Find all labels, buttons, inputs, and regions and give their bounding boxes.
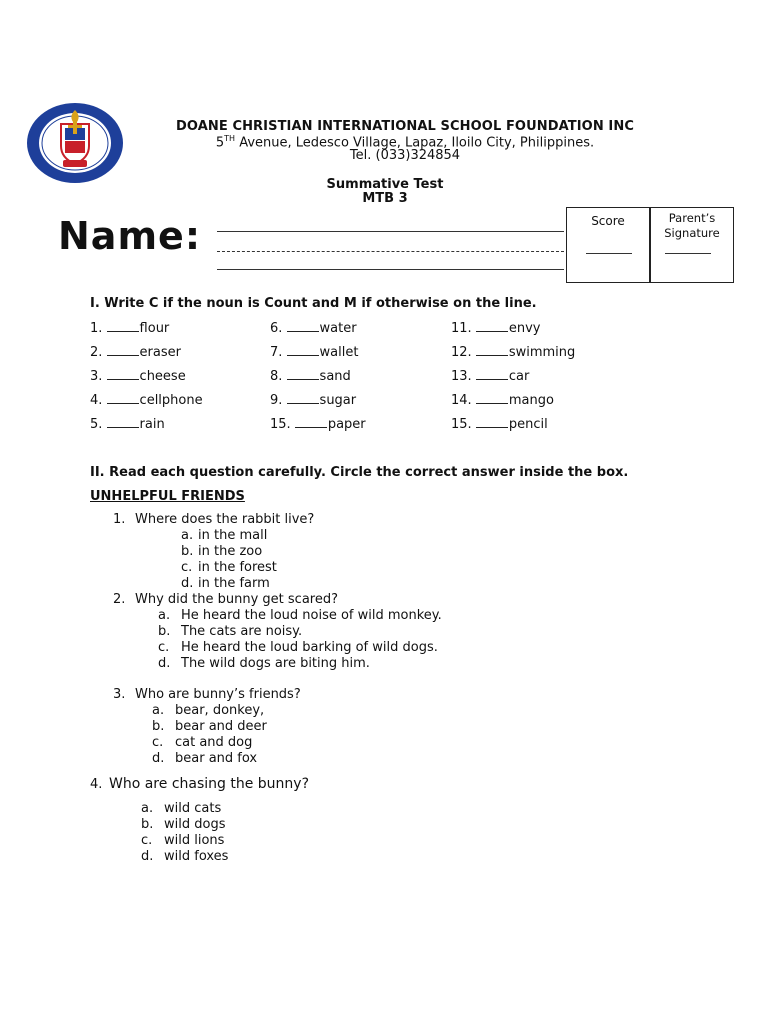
school-name: DOANE CHRISTIAN INTERNATIONAL SCHOOL FOUNDATION INC [176, 119, 634, 134]
answer-blank[interactable] [287, 392, 319, 404]
item-number: 14. [451, 393, 472, 408]
noun-item [270, 416, 366, 432]
test-title: Summative Test [326, 177, 444, 192]
option[interactable] [158, 624, 302, 639]
answer-blank[interactable] [287, 320, 319, 332]
option-text: bear, donkey, [175, 703, 265, 718]
option[interactable] [158, 608, 442, 623]
name-line-dashed[interactable] [217, 251, 564, 252]
question-4 [90, 776, 309, 792]
noun-word: pencil [508, 417, 548, 432]
answer-blank[interactable] [476, 416, 508, 428]
option-letter: c. [152, 735, 164, 750]
answer-blank[interactable] [476, 344, 508, 356]
noun-word: water [319, 321, 357, 336]
option-text: wild dogs [164, 817, 226, 832]
question-text: Who are chasing the bunny? [109, 776, 310, 792]
noun-item [270, 392, 356, 408]
name-label: Name: [58, 214, 202, 258]
noun-item [270, 368, 351, 384]
question-number: 4. [90, 777, 103, 792]
item-number: 12. [451, 345, 472, 360]
noun-item [270, 320, 357, 336]
answer-blank[interactable] [476, 392, 508, 404]
question-number: 1. [113, 512, 126, 527]
option-letter: d. [158, 656, 171, 671]
item-number: 15. [451, 417, 472, 432]
option-letter: b. [158, 624, 171, 639]
item-number: 4. [90, 393, 103, 408]
answer-blank[interactable] [476, 368, 508, 380]
answer-blank[interactable] [107, 392, 139, 404]
item-number: 2. [90, 345, 103, 360]
parent-signature-label [651, 211, 733, 241]
noun-item [90, 368, 186, 384]
address-text: Avenue, Ledesco Village, Lapaz, Iloilo City, Philippines. [235, 135, 595, 151]
noun-word: cheese [139, 369, 186, 384]
option-letter: c. [158, 640, 170, 655]
option-text: bear and deer [175, 719, 267, 734]
noun-item [90, 320, 169, 336]
option[interactable] [141, 849, 228, 864]
parent-signature-line[interactable] [665, 253, 711, 254]
option-text: wild lions [164, 833, 225, 848]
noun-word: envy [508, 321, 541, 336]
item-number: 13. [451, 369, 472, 384]
option[interactable] [181, 528, 267, 543]
option[interactable] [152, 751, 257, 766]
item-number: 8. [270, 369, 283, 384]
answer-blank[interactable] [107, 368, 139, 380]
option[interactable] [141, 817, 225, 832]
option-letter: d. [141, 849, 154, 864]
question-number: 3. [113, 687, 126, 702]
noun-word: car [508, 369, 530, 384]
parent-signature-box[interactable] [650, 207, 734, 283]
option-text: The wild dogs are biting him. [181, 656, 370, 671]
parent-label-line2: Signature [664, 226, 720, 240]
option-letter: b. [152, 719, 165, 734]
option[interactable] [141, 833, 224, 848]
noun-item [451, 416, 548, 432]
option-letter: c. [181, 560, 193, 575]
address-superscript: TH [224, 134, 236, 143]
question-number: 2. [113, 592, 126, 607]
section2-heading: II. Read each question carefully. Circle the correct answer inside the box. [90, 465, 629, 480]
answer-blank[interactable] [287, 368, 319, 380]
option-text: He heard the loud barking of wild dogs. [181, 640, 438, 655]
school-phone: Tel. (033)324854 [349, 148, 461, 163]
item-number: 7. [270, 345, 283, 360]
item-number: 6. [270, 321, 283, 336]
option[interactable] [152, 735, 252, 750]
option-letter: d. [152, 751, 165, 766]
option[interactable] [141, 801, 221, 816]
option[interactable] [152, 719, 267, 734]
option[interactable] [181, 576, 270, 591]
noun-item [451, 320, 540, 336]
option[interactable] [181, 544, 262, 559]
option-letter: a. [152, 703, 165, 718]
question-text: Who are bunny’s friends? [135, 687, 301, 702]
item-number: 9. [270, 393, 283, 408]
noun-word: swimming [508, 345, 576, 360]
score-label: Score [591, 214, 625, 228]
item-number: 5. [90, 417, 103, 432]
answer-blank[interactable] [476, 320, 508, 332]
parent-label-line1: Parent’s [668, 211, 716, 225]
option[interactable] [158, 656, 370, 671]
option-text: cat and dog [175, 735, 253, 750]
option-text: bear and fox [175, 751, 258, 766]
test-subject: MTB 3 [362, 191, 408, 206]
noun-word: wallet [319, 345, 359, 360]
story-title: UNHELPFUL FRIENDS [90, 489, 245, 504]
noun-word: paper [327, 417, 366, 432]
noun-word: sugar [319, 393, 357, 408]
option-text: in the mall [198, 528, 268, 543]
option[interactable] [158, 640, 438, 655]
question-2 [113, 592, 338, 607]
option-text: in the farm [198, 576, 270, 591]
section1-heading: I. Write C if the noun is Count and M if otherwise on the line. [90, 296, 537, 311]
answer-blank[interactable] [287, 344, 319, 356]
option-text: wild foxes [164, 849, 229, 864]
noun-item [90, 416, 165, 432]
noun-word: eraser [139, 345, 181, 360]
question-text: Why did the bunny get scared? [135, 592, 339, 607]
noun-item [451, 392, 554, 408]
name-line[interactable] [217, 269, 564, 270]
answer-blank[interactable] [107, 416, 139, 428]
option-text: The cats are noisy. [181, 624, 303, 639]
noun-word: rain [139, 417, 165, 432]
noun-item [451, 344, 575, 360]
noun-word: sand [319, 369, 351, 384]
option[interactable] [152, 703, 264, 718]
score-line[interactable] [586, 253, 632, 254]
item-number: 3. [90, 369, 103, 384]
option-text: He heard the loud noise of wild monkey. [181, 608, 442, 623]
noun-word: flour [139, 321, 170, 336]
option-text: in the forest [198, 560, 277, 575]
option[interactable] [181, 560, 277, 575]
address-number: 5 [215, 135, 225, 151]
item-number: 11. [451, 321, 472, 336]
question-3 [113, 687, 301, 702]
option-letter: d. [181, 576, 194, 591]
question-1 [113, 512, 314, 527]
answer-blank[interactable] [107, 344, 139, 356]
option-text: wild cats [164, 801, 222, 816]
noun-word: cellphone [139, 393, 203, 408]
noun-item [90, 392, 203, 408]
noun-item [270, 344, 358, 360]
option-letter: a. [181, 528, 194, 543]
option-letter: c. [141, 833, 153, 848]
option-letter: b. [141, 817, 154, 832]
item-number: 15. [270, 417, 291, 432]
name-line[interactable] [217, 231, 564, 232]
noun-item [451, 368, 529, 384]
option-letter: a. [141, 801, 154, 816]
noun-word: mango [508, 393, 554, 408]
answer-blank[interactable] [107, 320, 139, 332]
option-letter: a. [158, 608, 171, 623]
item-number: 1. [90, 321, 103, 336]
option-text: in the zoo [198, 544, 263, 559]
option-letter: b. [181, 544, 194, 559]
question-text: Where does the rabbit live? [135, 512, 315, 527]
answer-blank[interactable] [295, 416, 327, 428]
score-box[interactable] [566, 207, 650, 283]
noun-item [90, 344, 181, 360]
